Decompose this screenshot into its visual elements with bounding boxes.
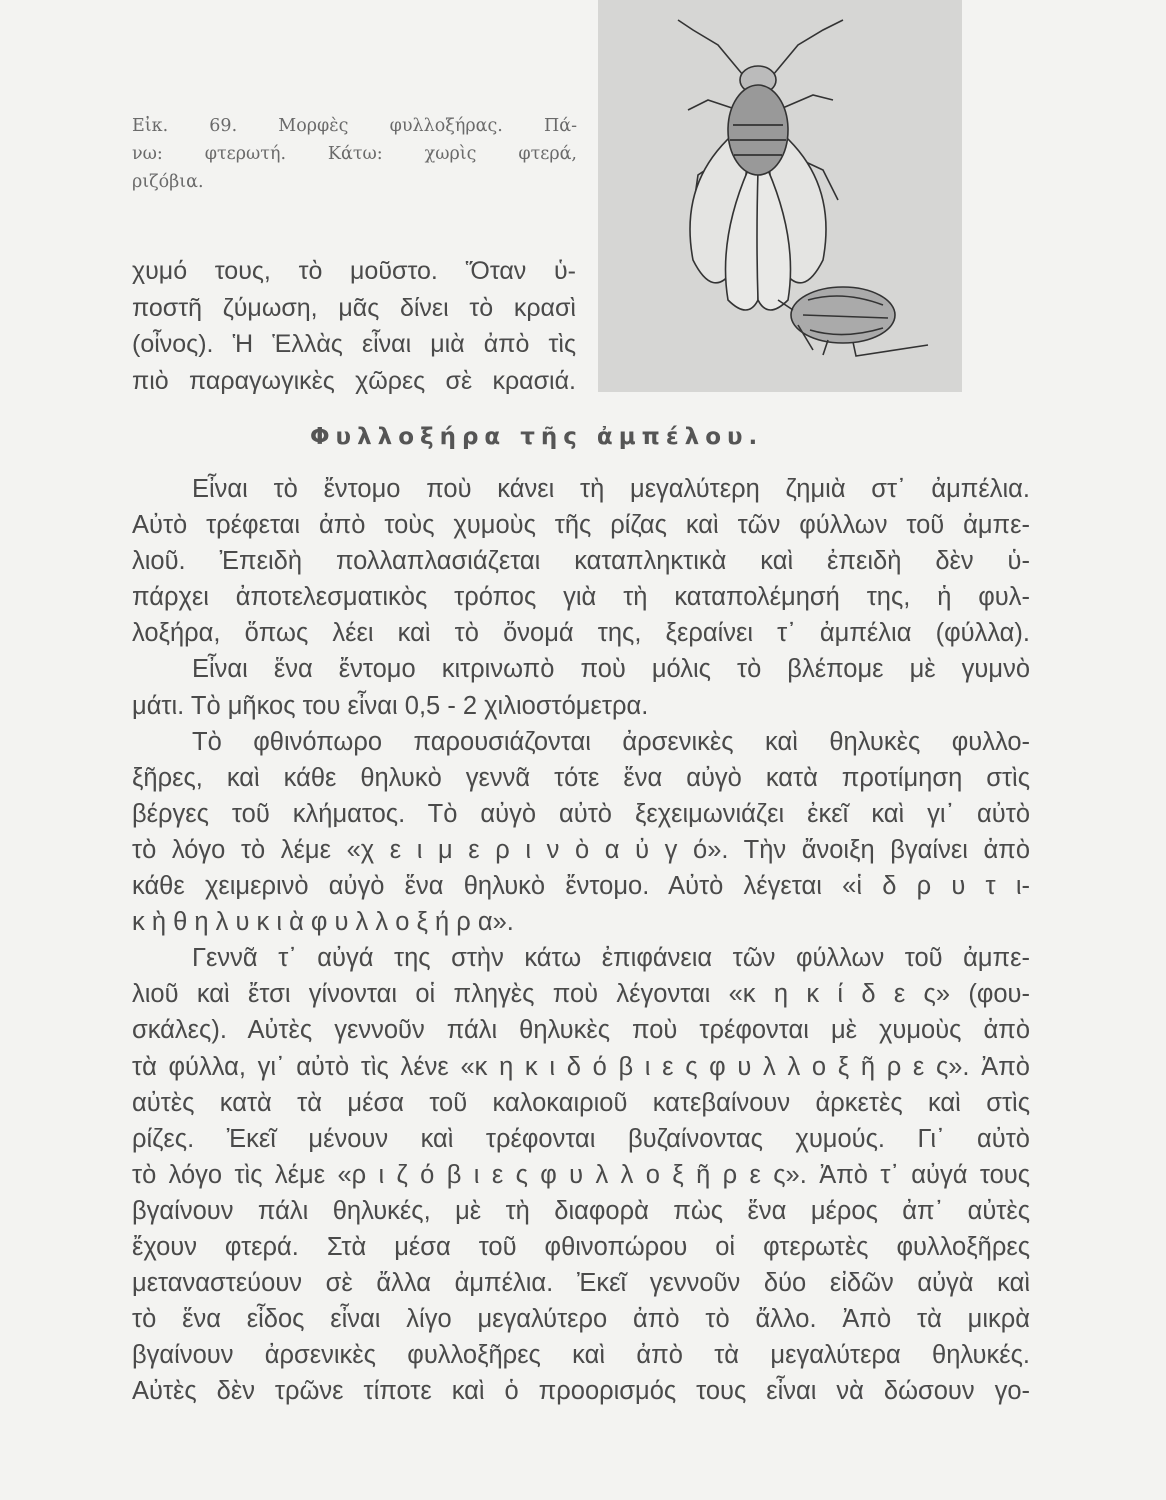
text-line: λιοῦ. Ἐπειδὴ πολλαπλασιάζεται καταπληκτικὰ καὶ ἐπειδὴ δὲν ὑ- bbox=[132, 547, 1030, 576]
phylloxera-illustration bbox=[598, 0, 962, 392]
text-line: βέργες τοῦ κλήματος. Τὸ αὐγὸ αὐτὸ ξεχειμωνιάζει ἐκεῖ καὶ γι᾽ αὐτὸ bbox=[132, 799, 1030, 828]
text-line: Αὐτὸ τρέφεται ἀπὸ τοὺς χυμοὺς τῆς ρίζας καὶ τῶν φύλλων τοῦ ἀμπε- bbox=[132, 511, 1030, 540]
text-line: Τὸ φθινόπωρο παρουσιάζονται ἀρσενικὲς καὶ θηλυκὲς φυλλο- bbox=[192, 727, 1030, 756]
caption-line: ριζόβια. bbox=[132, 172, 204, 192]
text-line: ἔχουν φτερά. Στὰ μέσα τοῦ φθινοπώρου οἱ φτερωτὲς φυλλοξῆρες bbox=[132, 1232, 1030, 1261]
insect-drawing bbox=[598, 0, 962, 392]
text-line: βγαίνουν πάλι θηλυκές, μὲ τὴ διαφορὰ πὼς ἕνα μέρος ἀπ᾽ αὐτὲς bbox=[132, 1196, 1030, 1225]
text-line: πάρχει ἀποτελεσματικὸς τρόπος γιὰ τὴ καταπολέμησή της, ἡ φυλ- bbox=[132, 583, 1030, 612]
body-text bbox=[132, 471, 1030, 1409]
text-line: μεταναστεύουν σὲ ἄλλα ἀμπέλια. Ἐκεῖ γεννοῦν δύο εἰδῶν αὐγὰ καὶ bbox=[132, 1269, 1030, 1298]
text-line: ξῆρες, καὶ κάθε θηλυκὸ γεννᾶ τότε ἕνα αὐγὸ κατὰ προτίμηση στὶς bbox=[132, 763, 1030, 792]
figure-caption bbox=[132, 112, 577, 196]
text-line: ποστῆ ζύμωση, μᾶς δίνει τὸ κρασὶ bbox=[132, 293, 576, 322]
text-line: τὸ λόγο τὶς λέμε «ρ ι ζ ό β ι ε ς φ υ λ λ ο ξ ῆ ρ ε ς». Ἀπὸ τ᾽ αὐγά τους bbox=[132, 1160, 1030, 1189]
side-paragraph bbox=[132, 253, 576, 399]
text-line: κ ὴ θ η λ υ κ ι ὰ φ υ λ λ ο ξ ή ρ α». bbox=[132, 908, 514, 937]
text-line: Εἶναι ἕνα ἔντομο κιτρινωπὸ ποὺ μόλις τὸ βλέπομε μὲ γυμνὸ bbox=[192, 655, 1030, 684]
text-line: τὰ φύλλα, γι᾽ αὐτὸ τὶς λένε «κ η κ ι δ ό β ι ε ς φ υ λ λ ο ξ ῆ ρ ε ς». Ἀπὸ bbox=[132, 1052, 1030, 1081]
text-line: σκάλες). Αὐτὲς γεννοῦν πάλι θηλυκὲς ποὺ τρέφονται μὲ χυμοὺς ἀπὸ bbox=[132, 1016, 1030, 1045]
text-line: τὸ λόγο τὸ λέμε «χ ε ι μ ε ρ ι ν ὸ α ὐ γ ό». Τὴν ἄνοιξη βγαίνει ἀπὸ bbox=[132, 835, 1030, 864]
text-line: λοξήρα, ὅπως λέει καὶ τὸ ὄνομά της, ξεραίνει τ᾽ ἀμπέλια (φύλλα). bbox=[132, 619, 1030, 648]
text-line: αὐτὲς κατὰ τὰ μέσα τοῦ καλοκαιριοῦ κατεβαίνουν ἀρκετὲς καὶ στὶς bbox=[132, 1088, 1030, 1117]
text-line: Αὐτὲς δὲν τρῶνε τίποτε καὶ ὁ προορισμός τους εἶναι νὰ δώσουν γο- bbox=[132, 1377, 1030, 1406]
text-line: Εἶναι τὸ ἔντομο ποὺ κάνει τὴ μεγαλύτερη ζημιὰ στ᾽ ἀμπέλια. bbox=[192, 475, 1030, 503]
text-line: βγαίνουν ἀρσενικὲς φυλλοξῆρες καὶ ἀπὸ τὰ μεγαλύτερα θηλυκές. bbox=[132, 1341, 1030, 1370]
text-line: χυμό τους, τὸ μοῦστο. Ὅταν ὑ- bbox=[132, 257, 576, 285]
text-line: πιὸ παραγωγικὲς χῶρες σὲ κρασιά. bbox=[132, 366, 576, 395]
text-line: τὸ ἕνα εἶδος εἶναι λίγο μεγαλύτερο ἀπὸ τὸ ἄλλο. Ἀπὸ τὰ μικρὰ bbox=[132, 1305, 1030, 1334]
text-line: (οἶνος). Ἡ Ἑλλὰς εἶναι μιὰ ἀπὸ τὶς bbox=[132, 330, 576, 358]
text-line: λιοῦ καὶ ἔτσι γίνονται οἱ πληγὲς ποὺ λέγονται «κ η κ ί δ ε ς» (φου- bbox=[132, 980, 1030, 1009]
text-line: Γεννᾶ τ᾽ αὐγά της στὴν κάτω ἐπιφάνεια τῶν φύλλων τοῦ ἀμπε- bbox=[192, 944, 1030, 973]
caption-line: νω: φτερωτή. Κάτω: χωρὶς φτερά, bbox=[132, 144, 577, 164]
section-heading: Φυλλοξήρα τῆς ἀμπέλου. bbox=[310, 424, 764, 450]
text-line: ρίζες. Ἐκεῖ μένουν καὶ τρέφονται βυζαίνοντας χυμούς. Γι᾽ αὐτὸ bbox=[132, 1124, 1030, 1153]
caption-line: Εἰκ. 69. Μορφὲς φυλλοξήρας. Πά- bbox=[132, 116, 577, 136]
text-line: κάθε χειμερινὸ αὐγὸ ἕνα θηλυκὸ ἔντομο. Αὐτὸ λέγεται «ἱ δ ρ υ τ ι- bbox=[132, 872, 1030, 901]
text-line: μάτι. Τὸ μῆκος του εἶναι 0,5 - 2 χιλιοστόμετρα. bbox=[132, 691, 649, 720]
